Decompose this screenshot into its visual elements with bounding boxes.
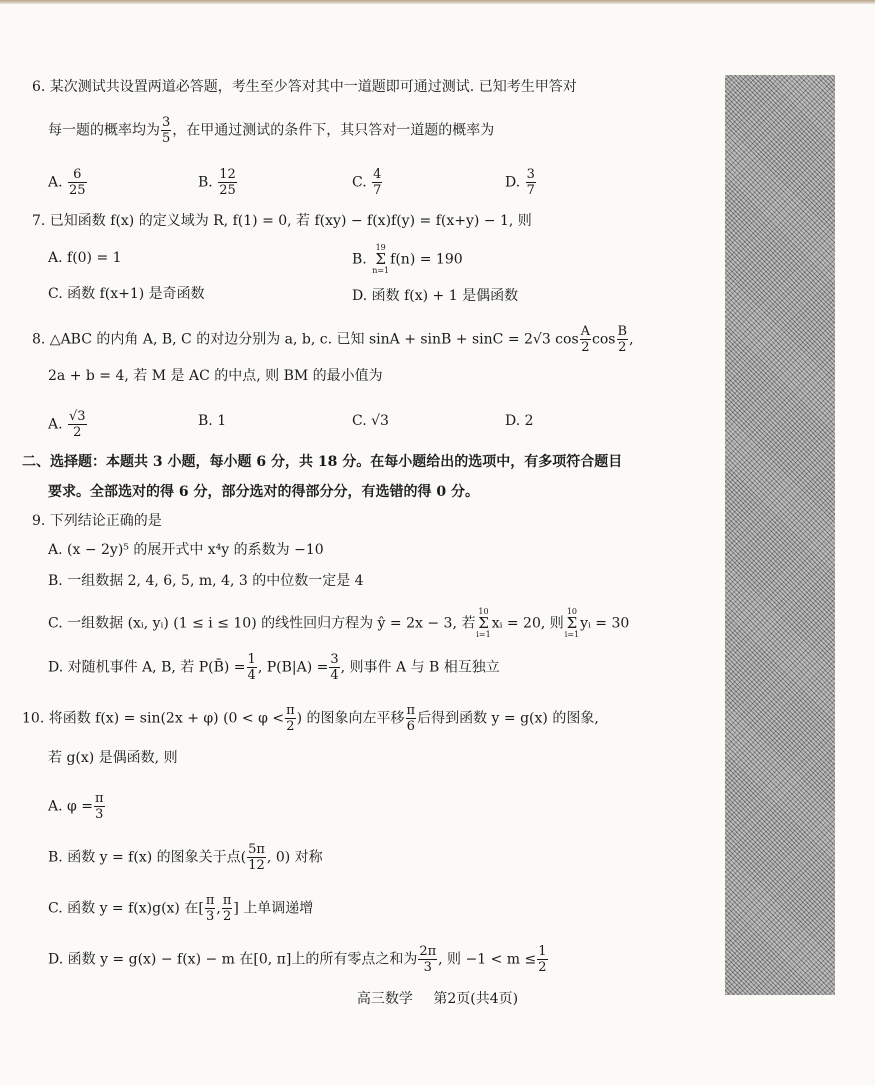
q6-option-d: D. $\frac{3}{7}$	[505, 167, 535, 198]
q7-option-a: A. f(0) = 1	[48, 250, 122, 266]
q9-option-b: B. 一组数据 2, 4, 6, 5, m, 4, 3 的中位数一定是 4	[48, 573, 364, 589]
q8-option-b: B. 1	[198, 413, 227, 429]
footer-page-number: 第2页(共4页)	[433, 991, 519, 1007]
q10-option-b: B. 函数 y = f(x) 的图象关于点( $\frac{5\pi}{12}$ , 0) 对称	[48, 842, 323, 873]
q6-fraction: $\frac{3}{5}$	[162, 115, 171, 146]
scan-top-edge	[0, 0, 875, 4]
q7-option-b: B. 19 Σ n=1 f(n) = 190	[352, 243, 463, 275]
q7-option-c: C. 函数 f(x+1) 是奇函数	[48, 286, 205, 302]
q8-stem-line2: 2a + b = 4, 若 M 是 AC 的中点, 则 BM 的最小值为	[48, 368, 383, 384]
q10-stem-line2: 若 g(x) 是偶函数, 则	[48, 750, 178, 766]
q7-option-d: D. 函数 f(x) + 1 是偶函数	[352, 288, 519, 304]
section2-heading-line2: 要求。全部选对的得 6 分，部分选对的得部分分，有选错的得 0 分。	[48, 484, 479, 500]
q8-option-a: A. $\frac{√3}{2}$	[48, 409, 86, 440]
q6-stem-line2: 每一题的概率均为 $\frac{3}{5}$ ，在甲通过测试的条件下，其只答对一道题的概率为	[48, 115, 495, 146]
q10-option-d: D. 函数 y = g(x) − f(x) − m 在[0, π]上的所有零点之和为 $\frac{2\pi}{3}$ , 则 −1 < m ≤ $\frac{1}{2}$	[48, 944, 547, 975]
q10-option-c: C. 函数 y = f(x)g(x) 在[ $\frac{\pi}{3}$ , $\frac{\pi}{2}$ ] 上单调递增	[48, 893, 314, 924]
q6-option-a: A. $\frac{6}{25}$	[48, 167, 86, 198]
q9-option-c: C. 一组数据 (xᵢ, yᵢ) (1 ≤ i ≤ 10) 的线性回归方程为 ŷ = 2x − 3, 若 10 Σ i=1 xᵢ = 20, 则 10 Σ i=1 yᵢ = 30	[48, 607, 630, 639]
q9-option-a: A. (x − 2y)⁵ 的展开式中 x⁴y 的系数为 −10	[48, 542, 324, 558]
q6-stem-line1: 6. 某次测试共设置两道必答题，考生至少答对其中一道题即可通过测试. 已知考生甲答对	[32, 79, 577, 95]
q10-option-a: A. φ = $\frac{\pi}{3}$	[48, 791, 104, 822]
q8-option-d: D. 2	[505, 413, 534, 429]
q9-option-d: D. 对随机事件 A, B, 若 P(B̄) = $\frac{1}{4}$ , P(B|A) = $\frac{3}{4}$ , 则事件 A 与 B 相互独立	[48, 652, 500, 683]
scanned-noise-band	[725, 75, 835, 995]
section2-heading-line1: 二、选择题：本题共 3 小题，每小题 6 分，共 18 分。在每小题给出的选项中，有多项符合题目	[22, 454, 623, 470]
page-footer	[0, 988, 875, 1008]
q6-option-b: B. $\frac{12}{25}$	[198, 167, 236, 198]
q10-stem-line1: 10. 将函数 f(x) = sin(2x + φ) (0 < φ < $\frac{\pi}{2}$ ) 的图象向左平移 $\frac{\pi}{6}$ 后得到函数 y = g(x) 的图象,	[22, 703, 599, 734]
q9-stem: 9. 下列结论正确的是	[32, 513, 162, 529]
footer-subject: 高三数学	[356, 991, 413, 1007]
q8-stem-line1: 8. △ABC 的内角 A, B, C 的对边分别为 a, b, c. 已知 sinA + sinB + sinC = 2√3 cos $\frac{A}{2}$ cos $\frac{B}{2}$ ,	[32, 324, 634, 355]
q6-option-c: C. $\frac{4}{7}$	[352, 167, 382, 198]
q7-stem: 7. 已知函数 f(x) 的定义域为 R, f(1) = 0, 若 f(xy) − f(x)f(y) = f(x+y) − 1, 则	[32, 213, 532, 229]
q8-option-c: C. √3	[352, 413, 389, 429]
